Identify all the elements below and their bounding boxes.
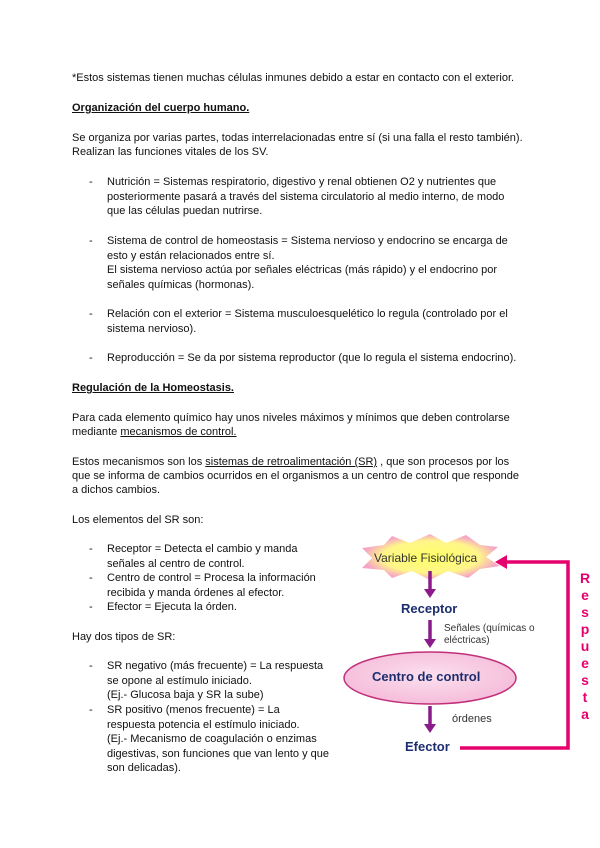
- response-letter: t: [582, 689, 588, 705]
- response-letter: e: [581, 655, 589, 671]
- organization-paragraph-line-2: Realizan las funciones vitales de los SV.: [72, 146, 269, 158]
- response-letter: u: [580, 638, 590, 654]
- section-heading-organization: Organización del cuerpo humano.: [72, 102, 250, 114]
- response-vertical-label: [578, 570, 592, 723]
- control-mechanisms-term: mecanismos de control.: [120, 426, 237, 438]
- sr-elements-title: Los elementos del SR son:: [72, 514, 204, 526]
- bullet-dash: -: [89, 176, 93, 188]
- feedback-systems-term: sistemas de retroalimentación (SR): [205, 456, 378, 468]
- bullet-dash: -: [89, 601, 93, 613]
- effector-label: Efector: [405, 739, 450, 754]
- variable-label: Variable Fisiológica: [374, 551, 478, 565]
- list-item-line: (Ej.- Glucosa baja y SR la sube): [107, 689, 264, 701]
- list-item-line: respuesta potencia el estímulo iniciado.: [107, 718, 300, 731]
- feedback-paragraph-line-2: que se informa de cambios ocurridos en el organismos a un centro de control que responde: [72, 470, 519, 482]
- list-item-line: (Ej.- Mecanismo de coagulación o enzimas: [107, 733, 317, 745]
- intro-note: *Estos sistemas tienen muchas células inmunes debido a estar en contacto con el exterior.: [72, 72, 515, 84]
- sr-types-title: Hay dos tipos de SR:: [72, 631, 176, 643]
- list-item-line: posteriormente pasará a través del sistema circulatorio al medio interno, de modo: [107, 190, 505, 203]
- bullet-dash: -: [89, 572, 93, 584]
- list-item-line: sistema nervioso).: [107, 322, 197, 335]
- bullet-dash: -: [89, 308, 93, 320]
- text-fragment: , que son procesos por los: [377, 456, 510, 468]
- bullet-dash: -: [89, 235, 93, 247]
- list-item-line: señales al centro de control.: [107, 557, 245, 570]
- list-item-line: Reproducción = Se da por sistema reproductor (que lo regula el sistema endocrino).: [107, 352, 517, 364]
- bullet-dash: -: [89, 543, 93, 555]
- signals-label-line: eléctricas): [444, 635, 490, 646]
- list-item-line: se opone al estímulo iniciado.: [107, 674, 252, 687]
- signals-label-line: Señales (químicas o: [444, 623, 535, 634]
- list-item-line: Efector = Ejecuta la órden.: [107, 601, 237, 613]
- arrow-receptor-to-control: [424, 620, 436, 648]
- section-heading-regulation: Regulación de la Homeostasis.: [72, 382, 234, 394]
- response-letter: R: [579, 570, 591, 586]
- list-item-line: El sistema nervioso actúa por señales eléctricas (más rápido) y el endocrino por: [107, 264, 498, 276]
- organization-paragraph-line-1: Se organiza por varias partes, todas interrelacionadas entre sí (si una falla el resto también).: [72, 132, 523, 144]
- list-item-line: recibida y manda órdenes al efector.: [107, 586, 285, 599]
- orders-label: órdenes: [452, 713, 492, 725]
- list-item-line: Sistema de control de homeostasis = Sistema nervioso y endocrino se encarga de: [107, 235, 508, 247]
- list-item-line: Nutrición = Sistemas respiratorio, digestivo y renal obtienen O2 y nutrientes que: [107, 176, 497, 188]
- regulation-paragraph-line-1: Para cada elemento químico hay unos niveles máximos y mínimos que deben controlarse: [72, 412, 510, 424]
- list-item-line: que las células puedan nutrirse.: [107, 205, 263, 217]
- signals-label: [444, 623, 535, 647]
- list-item-line: digestivas, son funciones que van lento y que: [107, 747, 329, 760]
- list-item-line: SR positivo (menos frecuente) = La: [107, 704, 280, 716]
- response-letter: s: [581, 604, 589, 620]
- feedback-paragraph-line-3: a dichos cambios.: [72, 484, 161, 496]
- list-item-line: señales químicas (hormonas).: [107, 278, 255, 291]
- list-item-line: esto y están relacionados entre sí.: [107, 249, 275, 262]
- receptor-label: Receptor: [401, 601, 458, 616]
- list-item-line: son delicadas).: [107, 762, 181, 774]
- response-letter: s: [581, 672, 589, 688]
- response-letter: a: [581, 706, 589, 722]
- list-item-line: SR negativo (más frecuente) = La respuesta: [107, 660, 324, 672]
- bullet-dash: -: [89, 660, 93, 672]
- list-item-line: Centro de control = Procesa la información: [107, 572, 316, 584]
- arrow-control-to-effector: [424, 706, 436, 733]
- text-fragment: Estos mecanismos son los: [72, 456, 206, 468]
- response-letter: p: [580, 621, 590, 637]
- response-letter: e: [581, 587, 589, 603]
- bullet-dash: -: [89, 352, 93, 364]
- bullet-dash: -: [89, 704, 93, 716]
- list-item-line: Relación con el exterior = Sistema musculoesquelético lo regula (controlado por el: [107, 308, 508, 320]
- control-center-label: Centro de control: [372, 669, 481, 684]
- list-item-line: Receptor = Detecta el cambio y manda: [107, 543, 298, 555]
- text-fragment: mediante: [72, 426, 121, 438]
